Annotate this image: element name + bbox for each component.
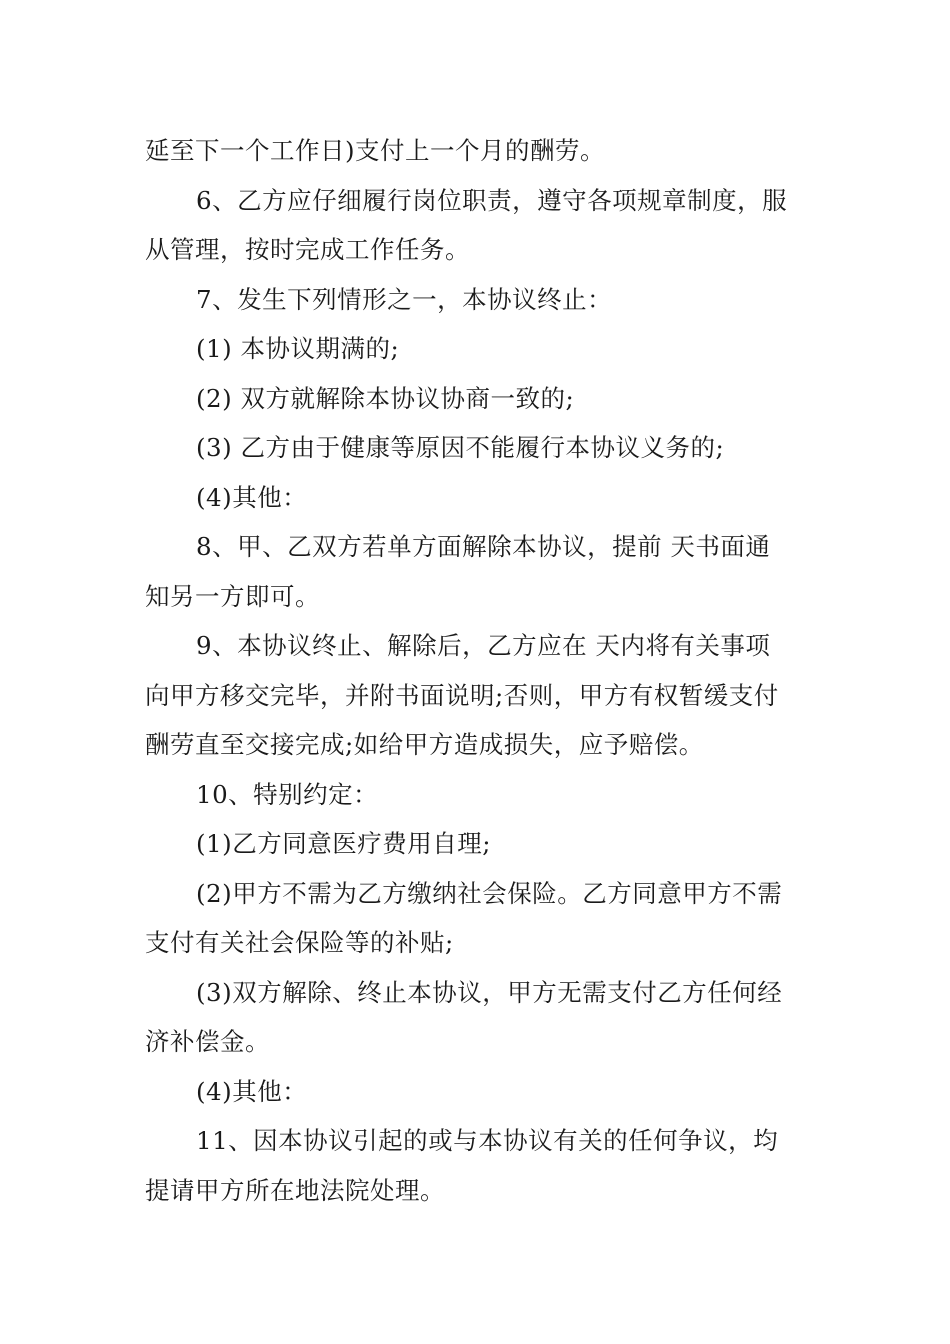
agreement-body-text (145, 126, 807, 1215)
agreement-paragraph-p8 (145, 522, 807, 621)
paragraph-line: 9、本协议终止、解除后，乙方应在 天内将有关事项 (196, 631, 771, 660)
paragraph-line: 11、因本协议引起的或与本协议有关的任何争议，均 (196, 1126, 779, 1155)
paragraph-line: 6、乙方应仔细履行岗位职责，遵守各项规章制度，服 (196, 185, 788, 215)
agreement-paragraph-p6 (145, 176, 807, 275)
paragraph-line: 10、特别约定： (196, 779, 379, 809)
agreement-paragraph-p0 (145, 126, 807, 176)
paragraph-line: (1) 本协议期满的; (196, 334, 400, 363)
paragraph-line: 从管理，按时完成工作任务。 (145, 235, 470, 264)
agreement-paragraph-p10-2 (145, 869, 807, 968)
paragraph-line: 提请甲方所在地法院处理。 (145, 1175, 445, 1205)
paragraph-line: 酬劳直至交接完成;如给甲方造成损失，应予赔偿。 (145, 730, 704, 759)
paragraph-line: (4)其他： (196, 1076, 308, 1106)
paragraph-line: 8、甲、乙双方若单方面解除本协议，提前 天书面通 (196, 532, 771, 561)
paragraph-line: 向甲方移交完毕，并附书面说明;否则，甲方有权暂缓支付 (145, 680, 779, 710)
agreement-paragraph-p7-4 (145, 473, 807, 523)
agreement-paragraph-p10-4 (145, 1067, 807, 1117)
paragraph-line: (3)双方解除、终止本协议，甲方无需支付乙方任何经 (196, 977, 783, 1007)
agreement-paragraph-p10-3 (145, 968, 807, 1067)
agreement-paragraph-p10 (145, 770, 807, 820)
paragraph-line: (1)乙方同意医疗费用自理; (196, 829, 491, 858)
paragraph-line: 7、发生下列情形之一，本协议终止： (196, 284, 613, 314)
paragraph-line: 知另一方即可。 (145, 581, 320, 611)
agreement-paragraph-p9 (145, 621, 807, 770)
agreement-paragraph-p10-1 (145, 819, 807, 869)
agreement-paragraph-p7-2 (145, 374, 807, 424)
paragraph-line: 延至下一个工作日)支付上一个月的酬劳。 (145, 136, 606, 165)
agreement-paragraph-p7-3 (145, 423, 807, 473)
paragraph-line: 支付有关社会保险等的补贴; (145, 928, 454, 957)
paragraph-line: (2)甲方不需为乙方缴纳社会保险。乙方同意甲方不需 (196, 878, 783, 908)
paragraph-line: (3) 乙方由于健康等原因不能履行本协议义务的; (196, 433, 725, 462)
paragraph-line: (4)其他： (196, 482, 308, 512)
paragraph-line: 济补偿金。 (145, 1027, 270, 1056)
paragraph-line: (2) 双方就解除本协议协商一致的; (196, 383, 575, 413)
agreement-paragraph-p11 (145, 1116, 807, 1215)
agreement-paragraph-p7 (145, 275, 807, 325)
agreement-paragraph-p7-1 (145, 324, 807, 374)
